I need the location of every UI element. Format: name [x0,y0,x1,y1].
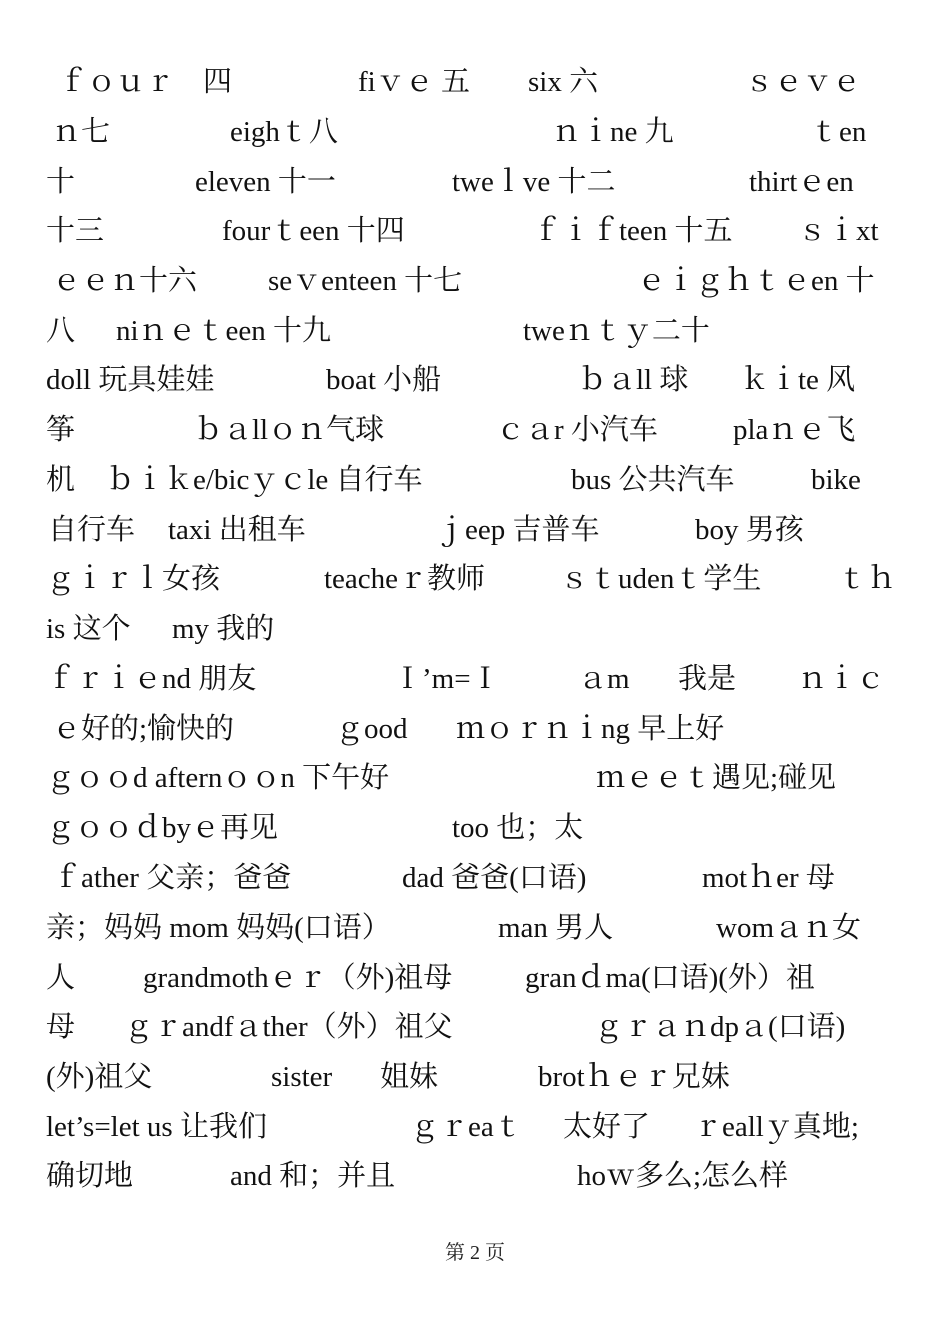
vocab-entry: ｂａllｏｎ气球 [194,414,385,446]
vocab-entry: ｔｈ [838,563,897,595]
vocab-line [0,753,950,803]
vocab-entry: (外)祖父 [46,1061,153,1093]
vocab-entry: six 六 [528,66,599,98]
vocab-entry: too 也；太 [452,812,584,844]
vocab-line [0,107,950,157]
vocab-entry: ｇｒａｎdpａ(口语) [594,1011,846,1043]
vocab-line [0,306,950,356]
vocab-line [0,1151,950,1201]
vocab-entry: plaｎｅ飞 [733,414,856,446]
vocab-line [0,903,950,953]
vocab-entry: let’s=let us 让我们 [46,1111,267,1143]
vocab-entry: ｇｒandfａther（外）祖父 [124,1011,453,1043]
vocab-entry: my 我的 [172,613,275,645]
vocab-line [0,1102,950,1152]
vocab-entry: ｔen [810,116,867,148]
vocab-entry: ｅｅｎ十六 [52,265,198,297]
vocab-entry: Ｉ’m=Ｉ [393,663,500,695]
vocab-entry: 确切地 [46,1160,134,1192]
vocab-line [0,505,950,555]
vocab-entry: grandmothｅｒ（外)祖母 [143,962,453,994]
vocab-entry: ｒeallｙ真地; [693,1111,859,1143]
vocab-entry: sister [271,1061,333,1093]
vocab-entry: eleven 十一 [195,166,336,198]
vocab-entry: 母 [46,1011,76,1043]
vocab-entry: ｊeep 吉普车 [436,514,600,546]
vocab-line [0,554,950,604]
vocab-line [0,1052,950,1102]
vocab-entry: ｍｏｒｎｉng 早上好 [456,713,725,745]
vocab-line [0,953,950,1003]
vocab-entry: ｇood [335,713,408,745]
vocab-line [0,803,950,853]
vocab-entry: ｆｒｉｅnd 朋友 [46,663,257,695]
vocab-line [0,206,950,256]
vocab-entry: 十三 [46,215,105,247]
vocab-entry: teacheｒ教师 [324,563,486,595]
vocab-line [0,654,950,704]
vocab-entry: ｃａr 小汽车 [496,414,658,446]
vocab-entry: ｇｉｒｌ女孩 [46,563,221,595]
vocab-entry: ｋｉte 风 [740,364,856,396]
vocab-entry: motｈer 母 [702,862,835,894]
vocab-entry: ｂａll 球 [578,364,689,396]
vocab-line [0,604,950,654]
vocab-entry: dad 爸爸(口语) [402,862,587,894]
vocab-entry: bus 公共汽车 [571,464,735,496]
vocab-entry: 机 [46,464,76,496]
vocab-entry: ｎｉne 九 [552,116,674,148]
vocab-entry: ａm [578,663,630,695]
vocab-entry: ｎｉｃ [798,663,886,695]
vocab-entry: niｎｅｔeen 十九 [116,315,332,347]
vocab-entry: ｎ七 [52,116,111,148]
vocab-entry: seｖenteen 十七 [268,265,463,297]
vocab-entry: ｅｉｇｈｔｅen 十 [637,265,875,297]
vocab-entry: 八 [46,315,76,347]
vocab-entry: brotｈｅｒ兄妹 [538,1061,730,1093]
vocab-entry: fourｔeen 十四 [222,215,405,247]
vocab-entry: ｓｔudenｔ学生 [560,563,762,595]
vocab-entry: bike [811,464,861,496]
vocab-line [0,157,950,207]
vocab-entry: 人 [46,962,76,994]
vocab-entry: doll 玩具娃娃 [46,364,215,396]
vocab-entry: 亲；妈妈 mom 妈妈(口语） [46,912,391,944]
vocab-entry: ｓｅｖｅ [745,66,862,98]
vocab-entry: tweｌve 十二 [452,166,616,198]
vocab-entry: ｇｏｏd afternｏｏn 下午好 [46,762,390,794]
vocab-entry: tweｎｔｙ二十 [523,315,710,347]
vocab-entry: man 男人 [498,912,614,944]
page-number: 第 2 页 [445,1242,505,1264]
vocab-line [0,455,950,505]
vocab-entry: hoｗ多么;怎么样 [577,1160,789,1192]
vocab-entry: eighｔ八 [230,116,338,148]
vocab-entry: ｆｏｕｒ 四 [58,66,233,98]
vocab-line [0,256,950,306]
vocab-line [0,853,950,903]
vocab-line [0,57,950,107]
vocab-entry: womａｎ女 [716,912,862,944]
vocab-entry: boy 男孩 [695,514,804,546]
vocab-line [0,355,950,405]
vocab-entry: ｆｉｆteen 十五 [532,215,733,247]
vocab-entry: ｓｉxt [798,215,879,247]
vocab-entry: ｍｅｅｔ遇见;碰见 [596,762,837,794]
vocab-entry: taxi 出租车 [168,514,306,546]
vocab-entry: 十 [46,166,76,198]
vocab-entry: fiｖｅ 五 [358,66,470,98]
vocab-entry: ｅ好的;愉快的 [52,713,235,745]
vocab-entry: and 和；并且 [230,1160,396,1192]
vocab-entry: thirtｅen [749,166,854,198]
vocab-entry: ｂｉｋe/bicｙｃle 自行车 [106,464,423,496]
vocab-entry: ｆather 父亲；爸爸 [52,862,292,894]
vocab-entry: ｇｏｏｄbyｅ再见 [46,812,279,844]
vocab-entry: boat 小船 [326,364,442,396]
vocab-entry: granｄma(口语)(外）祖 [525,962,815,994]
vocab-entry: 筝 [46,414,76,446]
vocab-entry: 太好了 [563,1111,651,1143]
vocab-entry: ｇｒeaｔ [410,1111,523,1143]
vocab-line [0,704,950,754]
vocab-entry: 自行车 [48,514,136,546]
vocab-entry: is 这个 [46,613,131,645]
vocab-line [0,405,950,455]
vocab-line [0,1002,950,1052]
vocab-entry: 姐妹 [380,1061,439,1093]
vocab-entry: 我是 [678,663,737,695]
